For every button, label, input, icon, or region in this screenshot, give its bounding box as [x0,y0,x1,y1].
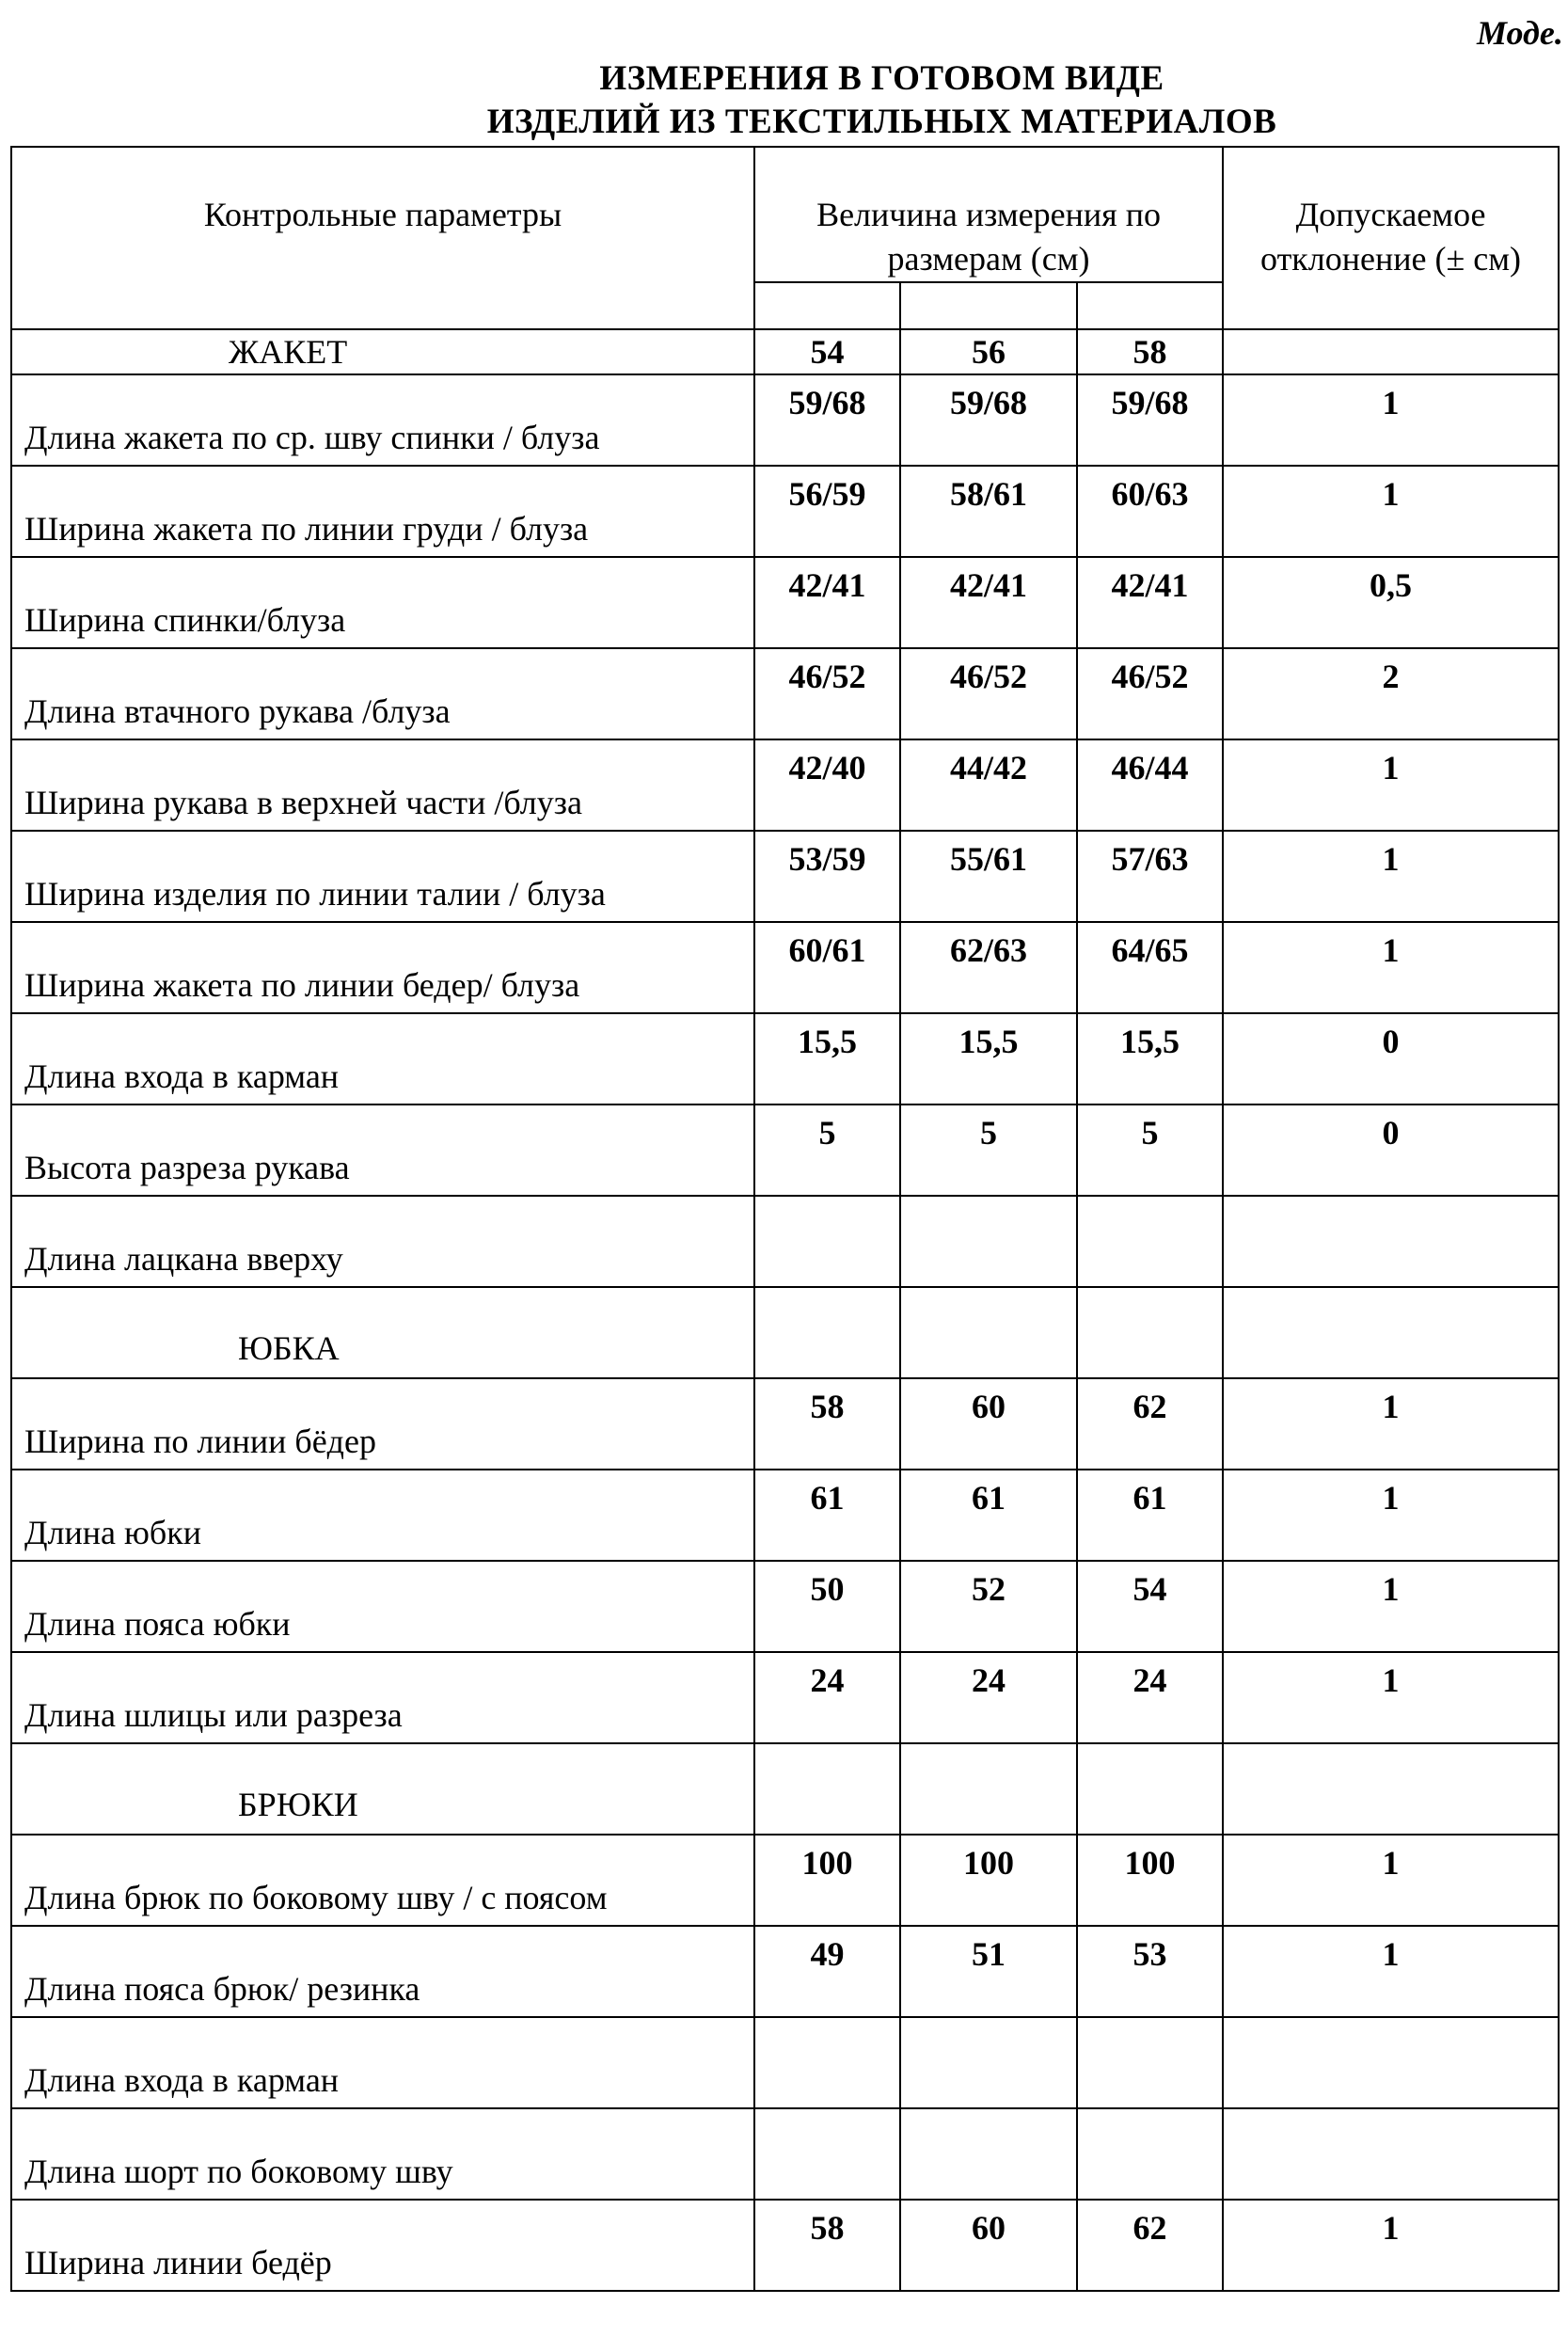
size-value [1077,2017,1223,2108]
size-label: 54 [754,329,900,374]
param-label: Длина входа в карман [11,1013,754,1104]
table-row [11,1561,1559,1652]
empty-cell [754,1743,900,1835]
size-value: 46/52 [900,648,1077,739]
size-value: 100 [754,1835,900,1926]
size-value [900,2017,1077,2108]
table-row [11,1652,1559,1743]
size-value: 46/52 [1077,648,1223,739]
table-row [11,2108,1559,2200]
tolerance-value: 1 [1223,374,1559,466]
document-title-line-2: ИЗДЕЛИЙ ИЗ ТЕКСТИЛЬНЫХ МАТЕРИАЛОВ [486,103,1277,141]
tolerance-value: 2 [1223,648,1559,739]
size-value: 64/65 [1077,922,1223,1013]
tolerance-value [1223,2017,1559,2108]
header-size-line-1: Величина измерения по [816,196,1161,233]
size-value: 55/61 [900,831,1077,922]
table-row [11,1470,1559,1561]
size-value: 42/41 [900,557,1077,648]
header-tolerance-line-1: Допускаемое [1295,196,1486,233]
section-row-jacket [11,329,1559,374]
measurements-table [10,146,1560,2292]
tolerance-value: 1 [1223,1926,1559,2017]
param-label: Длина лацкана вверху [11,1196,754,1287]
empty-cell [1223,1287,1559,1378]
header-row [11,147,1559,282]
param-label: Ширина жакета по линии бедер/ блуза [11,922,754,1013]
size-value [754,2017,900,2108]
header-param-label: Контрольные параметры [203,196,562,233]
size-value: 42/41 [754,557,900,648]
size-value: 59/68 [754,374,900,466]
tolerance-value [1223,1196,1559,1287]
table-row [11,1378,1559,1470]
empty-cell [754,1287,900,1378]
size-value: 62 [1077,2200,1223,2291]
tolerance-value: 1 [1223,1652,1559,1743]
param-label: Ширина изделия по линии талии / блуза [11,831,754,922]
table-row [11,1196,1559,1287]
param-label: Ширина по линии бёдер [11,1378,754,1470]
tolerance-value: 1 [1223,1561,1559,1652]
section-label-skirt: ЮБКА [11,1287,754,1378]
size-value: 59/68 [900,374,1077,466]
section-label-trousers: БРЮКИ [11,1743,754,1835]
empty-cell [1223,1743,1559,1835]
size-value: 46/52 [754,648,900,739]
tolerance-value: 1 [1223,2200,1559,2291]
size-value: 53/59 [754,831,900,922]
size-value: 53 [1077,1926,1223,2017]
size-value: 60/63 [1077,466,1223,557]
header-size-cell [754,147,1223,282]
section-row-trousers [11,1743,1559,1835]
size-value: 42/40 [754,739,900,831]
table-row [11,831,1559,922]
size-value: 100 [900,1835,1077,1926]
tolerance-value: 1 [1223,922,1559,1013]
tolerance-value: 1 [1223,1470,1559,1561]
table-row [11,2200,1559,2291]
size-value: 15,5 [900,1013,1077,1104]
param-label: Длина входа в карман [11,2017,754,2108]
tolerance-value: 0,5 [1223,557,1559,648]
size-value: 100 [1077,1835,1223,1926]
model-label: Моде. [1477,14,1563,52]
param-label: Ширина линии бедёр [11,2200,754,2291]
table-row [11,557,1559,648]
section-label-jacket: ЖАКЕТ [11,329,754,374]
size-value: 58/61 [900,466,1077,557]
param-label: Ширина жакета по линии груди / блуза [11,466,754,557]
table-row [11,2017,1559,2108]
table-row [11,648,1559,739]
tolerance-value: 0 [1223,1104,1559,1196]
size-value: 50 [754,1561,900,1652]
size-value: 44/42 [900,739,1077,831]
section-row-skirt [11,1287,1559,1378]
header-size-subcell [900,282,1077,329]
size-value: 58 [754,2200,900,2291]
size-value: 54 [1077,1561,1223,1652]
size-value: 62/63 [900,922,1077,1013]
header-tolerance-line-2: отклонение (± см) [1260,240,1522,278]
size-value: 56/59 [754,466,900,557]
param-label: Длина юбки [11,1470,754,1561]
param-label: Ширина рукава в верхней части /блуза [11,739,754,831]
size-value: 49 [754,1926,900,2017]
empty-cell [900,1743,1077,1835]
size-value [900,1196,1077,1287]
size-value [754,2108,900,2200]
param-label: Длина втачного рукава /блуза [11,648,754,739]
header-param-cell [11,147,754,329]
tolerance-value [1223,2108,1559,2200]
size-value: 42/41 [1077,557,1223,648]
size-value: 61 [754,1470,900,1561]
size-value: 58 [754,1378,900,1470]
size-value: 5 [900,1104,1077,1196]
size-value: 60 [900,2200,1077,2291]
header-tolerance-cell [1223,147,1559,329]
param-label: Высота разреза рукава [11,1104,754,1196]
header-size-subcell [754,282,900,329]
tolerance-value: 1 [1223,1378,1559,1470]
tolerance-value: 1 [1223,1835,1559,1926]
size-value: 62 [1077,1378,1223,1470]
header-size-line-2: размерам (см) [887,240,1090,278]
table-row [11,374,1559,466]
table-row [11,1104,1559,1196]
empty-cell [1077,1287,1223,1378]
size-value: 24 [754,1652,900,1743]
size-value: 51 [900,1926,1077,2017]
size-value [1077,1196,1223,1287]
size-value: 61 [900,1470,1077,1561]
table-row [11,466,1559,557]
size-value: 52 [900,1561,1077,1652]
size-label: 58 [1077,329,1223,374]
param-label: Ширина спинки/блуза [11,557,754,648]
param-label: Длина брюк по боковому шву / с поясом [11,1835,754,1926]
tolerance-value: 0 [1223,1013,1559,1104]
document-title-line-1: ИЗМЕРЕНИЯ В ГОТОВОМ ВИДЕ [599,59,1164,98]
param-label: Длина пояса юбки [11,1561,754,1652]
empty-cell [1223,329,1559,374]
size-value: 15,5 [754,1013,900,1104]
size-value: 15,5 [1077,1013,1223,1104]
param-label: Длина пояса брюк/ резинка [11,1926,754,2017]
empty-cell [900,1287,1077,1378]
empty-cell [1077,1743,1223,1835]
size-value: 24 [900,1652,1077,1743]
tolerance-value: 1 [1223,831,1559,922]
size-value [900,2108,1077,2200]
size-value: 46/44 [1077,739,1223,831]
table-row [11,739,1559,831]
size-value: 57/63 [1077,831,1223,922]
tolerance-value: 1 [1223,739,1559,831]
table-row [11,1835,1559,1926]
param-label: Длина шлицы или разреза [11,1652,754,1743]
tolerance-value: 1 [1223,466,1559,557]
size-value: 60 [900,1378,1077,1470]
param-label: Длина шорт по боковому шву [11,2108,754,2200]
table-row [11,1013,1559,1104]
header-size-subcell [1077,282,1223,329]
size-value: 61 [1077,1470,1223,1561]
size-value: 24 [1077,1652,1223,1743]
size-value: 5 [754,1104,900,1196]
size-value [1077,2108,1223,2200]
size-value: 5 [1077,1104,1223,1196]
table-row [11,922,1559,1013]
size-value [754,1196,900,1287]
size-value: 60/61 [754,922,900,1013]
size-value: 59/68 [1077,374,1223,466]
param-label: Длина жакета по ср. шву спинки / блуза [11,374,754,466]
table-row [11,1926,1559,2017]
size-label: 56 [900,329,1077,374]
